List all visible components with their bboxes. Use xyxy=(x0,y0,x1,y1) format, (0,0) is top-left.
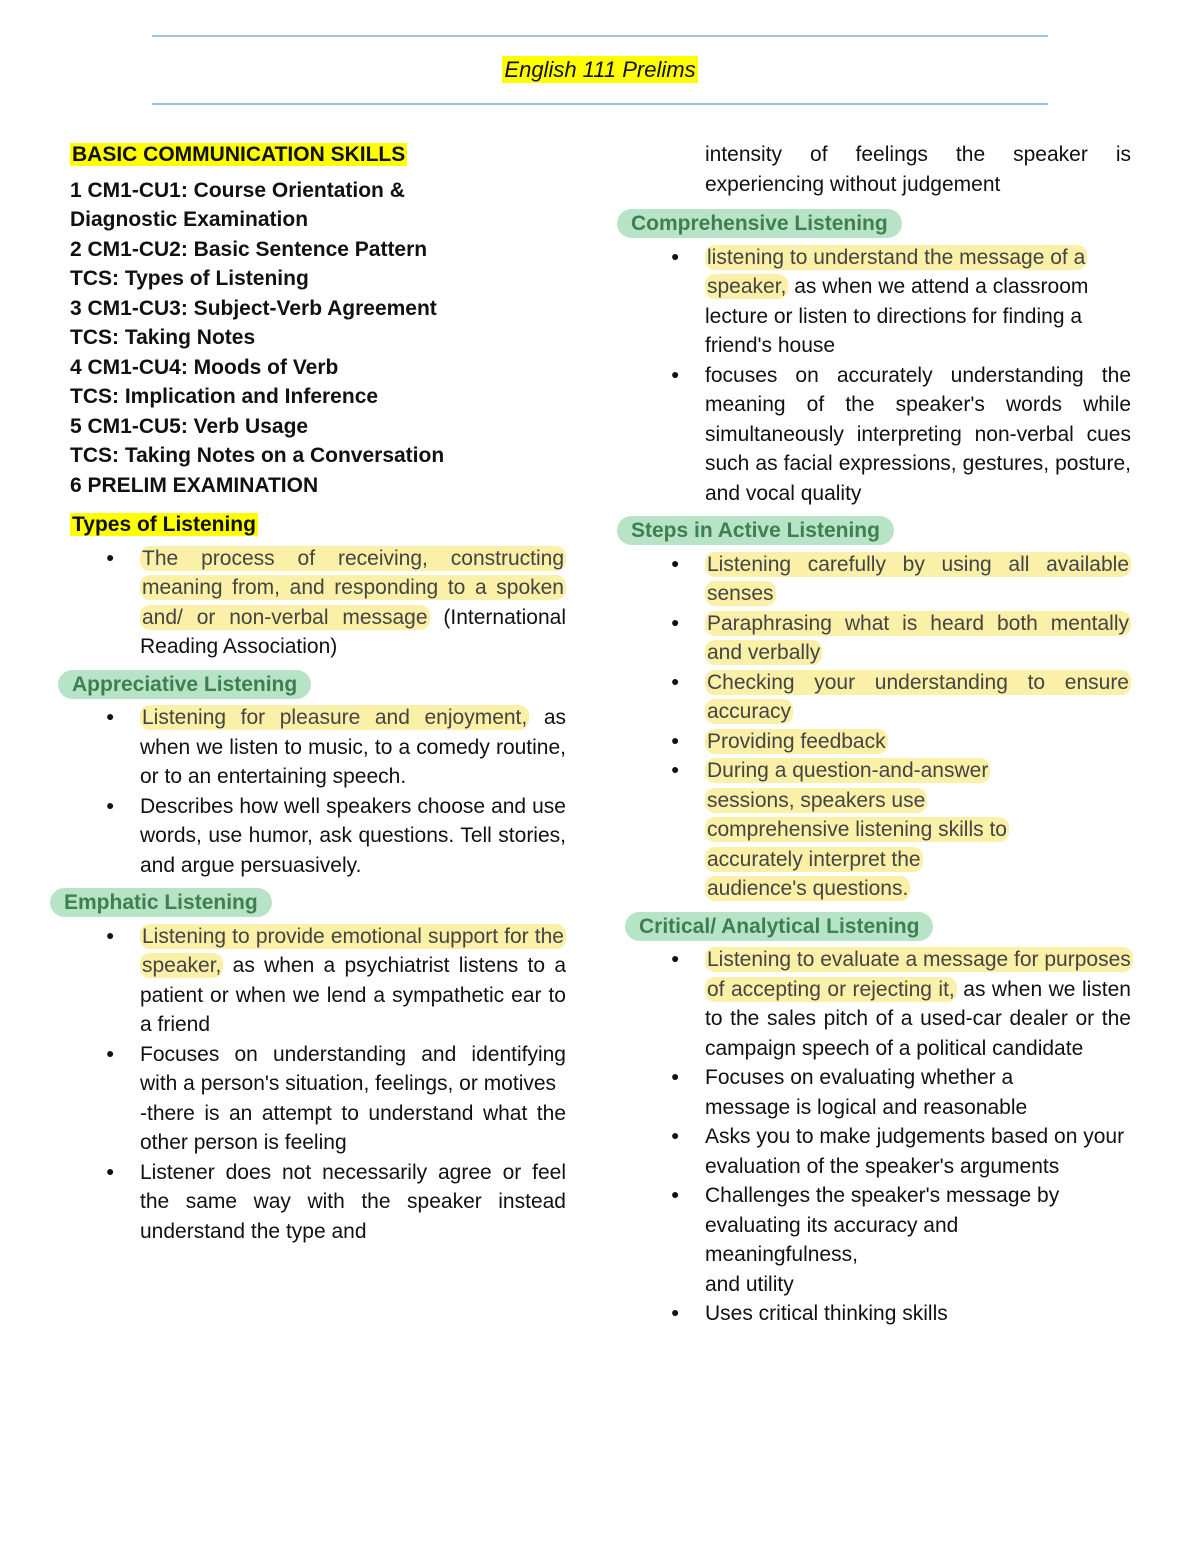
body-text: as when we attend a classroom lecture or listen to directions for finding a friend's house xyxy=(705,275,1089,357)
types-list xyxy=(70,544,566,662)
highlighted-text: Paraphrasing what is heard both mentally and verbally xyxy=(707,611,1129,664)
outline-line: 3 CM1-CU3: Subject-Verb Agreement xyxy=(70,296,437,320)
list-item xyxy=(140,922,566,1040)
highlighted-text: The process of receiving, constructing meaning from, and responding to a spoken and/ or non-verbal message xyxy=(142,546,564,629)
list-item xyxy=(705,550,1131,609)
tag-emphatic xyxy=(50,888,566,918)
heading-types-text: Types of Listening xyxy=(72,513,256,536)
header-rule-top xyxy=(152,35,1048,37)
outline-line: TCS: Implication and Inference xyxy=(70,385,379,408)
list-item xyxy=(705,727,1131,757)
list-item xyxy=(705,609,1131,668)
section-heading-types xyxy=(70,510,566,540)
list-item xyxy=(705,1299,1131,1329)
tag-critical-label: Critical/ Analytical Listening xyxy=(625,912,933,941)
critical-list xyxy=(635,945,1131,1329)
section-heading-basic xyxy=(70,140,566,170)
body-text: as when a psychiatrist listens to a patient or when we lend a sympathetic ear to a friend xyxy=(140,954,566,1036)
body-text: Challenges the speaker's message by evaluating its accuracy and meaningfulness, xyxy=(705,1184,1060,1266)
comprehensive-list xyxy=(635,243,1131,509)
list-item xyxy=(140,1040,566,1158)
emphatic-list xyxy=(70,922,566,1247)
tag-appreciative-label: Appreciative Listening xyxy=(58,670,311,699)
list-item xyxy=(140,1158,566,1247)
body-text: -there is an attempt to understand what the other person is feeling xyxy=(140,1101,566,1154)
left-column xyxy=(64,140,566,1254)
continued-text: intensity of feelings the speaker is experiencing without judgement xyxy=(705,143,1131,196)
list-item xyxy=(705,1181,1131,1299)
body-text: focuses on accurately understanding the meaning of the speaker's words while simultaneously interpreting non-verbal cues such as facial expressions, gestures, posture, and vocal quality xyxy=(705,363,1131,505)
list-item xyxy=(140,544,566,662)
outline-line: TCS: Types of Listening xyxy=(70,267,309,290)
outline-line: Diagnostic Examination xyxy=(70,208,309,231)
highlighted-text: Listening to evaluate a message for purposes of accepting or rejecting it, xyxy=(707,948,1131,1001)
tag-emphatic-label: Emphatic Listening xyxy=(50,888,272,917)
list-item xyxy=(705,668,1131,727)
body-text: Focuses on evaluating whether a message is logical and reasonable xyxy=(705,1066,1028,1119)
highlighted-text: Listening for pleasure and enjoyment, xyxy=(142,706,528,729)
outline-line: 4 CM1-CU4: Moods of Verb xyxy=(70,355,339,379)
outline-line: 2 CM1-CU2: Basic Sentence Pattern xyxy=(70,237,428,261)
outline-line: TCS: Taking Notes on a Conversation xyxy=(70,444,445,467)
body-text: and utility xyxy=(705,1272,794,1296)
page-title-text: English 111 Prelims xyxy=(504,57,696,82)
body-text: as when we listen to music, to a comedy routine, or to an entertaining speech. xyxy=(140,706,566,788)
body-text: Listener does not necessarily agree or feel the same way with the speaker instead understand the type and xyxy=(140,1160,566,1243)
outline-line: 5 CM1-CU5: Verb Usage xyxy=(70,414,309,438)
list-item xyxy=(705,1122,1131,1181)
heading-basic-text: BASIC COMMUNICATION SKILLS xyxy=(72,143,406,166)
steps-list xyxy=(635,550,1131,904)
page-title xyxy=(0,55,1200,85)
course-outline xyxy=(70,176,566,501)
source-text: (International Reading Association) xyxy=(140,605,566,658)
list-item xyxy=(705,945,1131,1063)
outline-line: TCS: Taking Notes xyxy=(70,326,256,349)
appreciative-list xyxy=(70,703,566,880)
tag-critical xyxy=(625,912,1131,942)
body-text: Describes how well speakers choose and use words, use humor, ask questions. Tell stories, and argue persuasively. xyxy=(140,794,566,877)
highlighted-text: During a question-and-answer sessions, speakers use comprehensive listening skills to accurately interpret the audience's questions. xyxy=(707,759,1007,900)
highlighted-text: Checking your understanding to ensure accuracy xyxy=(707,670,1129,723)
list-item xyxy=(705,756,1131,904)
list-item xyxy=(705,1063,1131,1122)
header-rule-bottom xyxy=(152,103,1048,105)
tag-comprehensive xyxy=(617,209,1131,239)
body-text: Asks you to make judgements based on your evaluation of the speaker's arguments xyxy=(705,1125,1125,1178)
list-item xyxy=(140,792,566,881)
outline-line: 6 PRELIM EXAMINATION xyxy=(70,473,319,497)
tag-appreciative xyxy=(58,670,566,700)
body-text: as when we listen to the sales pitch of a used-car dealer or the campaign speech of a political candidate xyxy=(705,977,1131,1060)
outline-line: 1 CM1-CU1: Course Orientation & xyxy=(70,178,405,202)
highlighted-text: Listening to provide emotional support for the speaker, xyxy=(142,924,564,977)
highlighted-text: listening to understand the message of a speaker, xyxy=(707,245,1086,298)
list-item xyxy=(705,243,1131,361)
body-text: Focuses on understanding and identifying with a person's situation, feelings, or motives xyxy=(140,1042,566,1095)
tag-comprehensive-label: Comprehensive Listening xyxy=(617,209,902,238)
highlighted-text: Listening carefully by using all available senses xyxy=(707,552,1129,605)
list-item xyxy=(140,703,566,792)
tag-steps-label: Steps in Active Listening xyxy=(617,516,894,545)
tag-steps xyxy=(617,516,1131,546)
body-text: Uses critical thinking skills xyxy=(705,1302,948,1325)
list-item xyxy=(705,361,1131,509)
right-column xyxy=(631,140,1131,1337)
highlighted-text: Providing feedback xyxy=(707,729,886,753)
